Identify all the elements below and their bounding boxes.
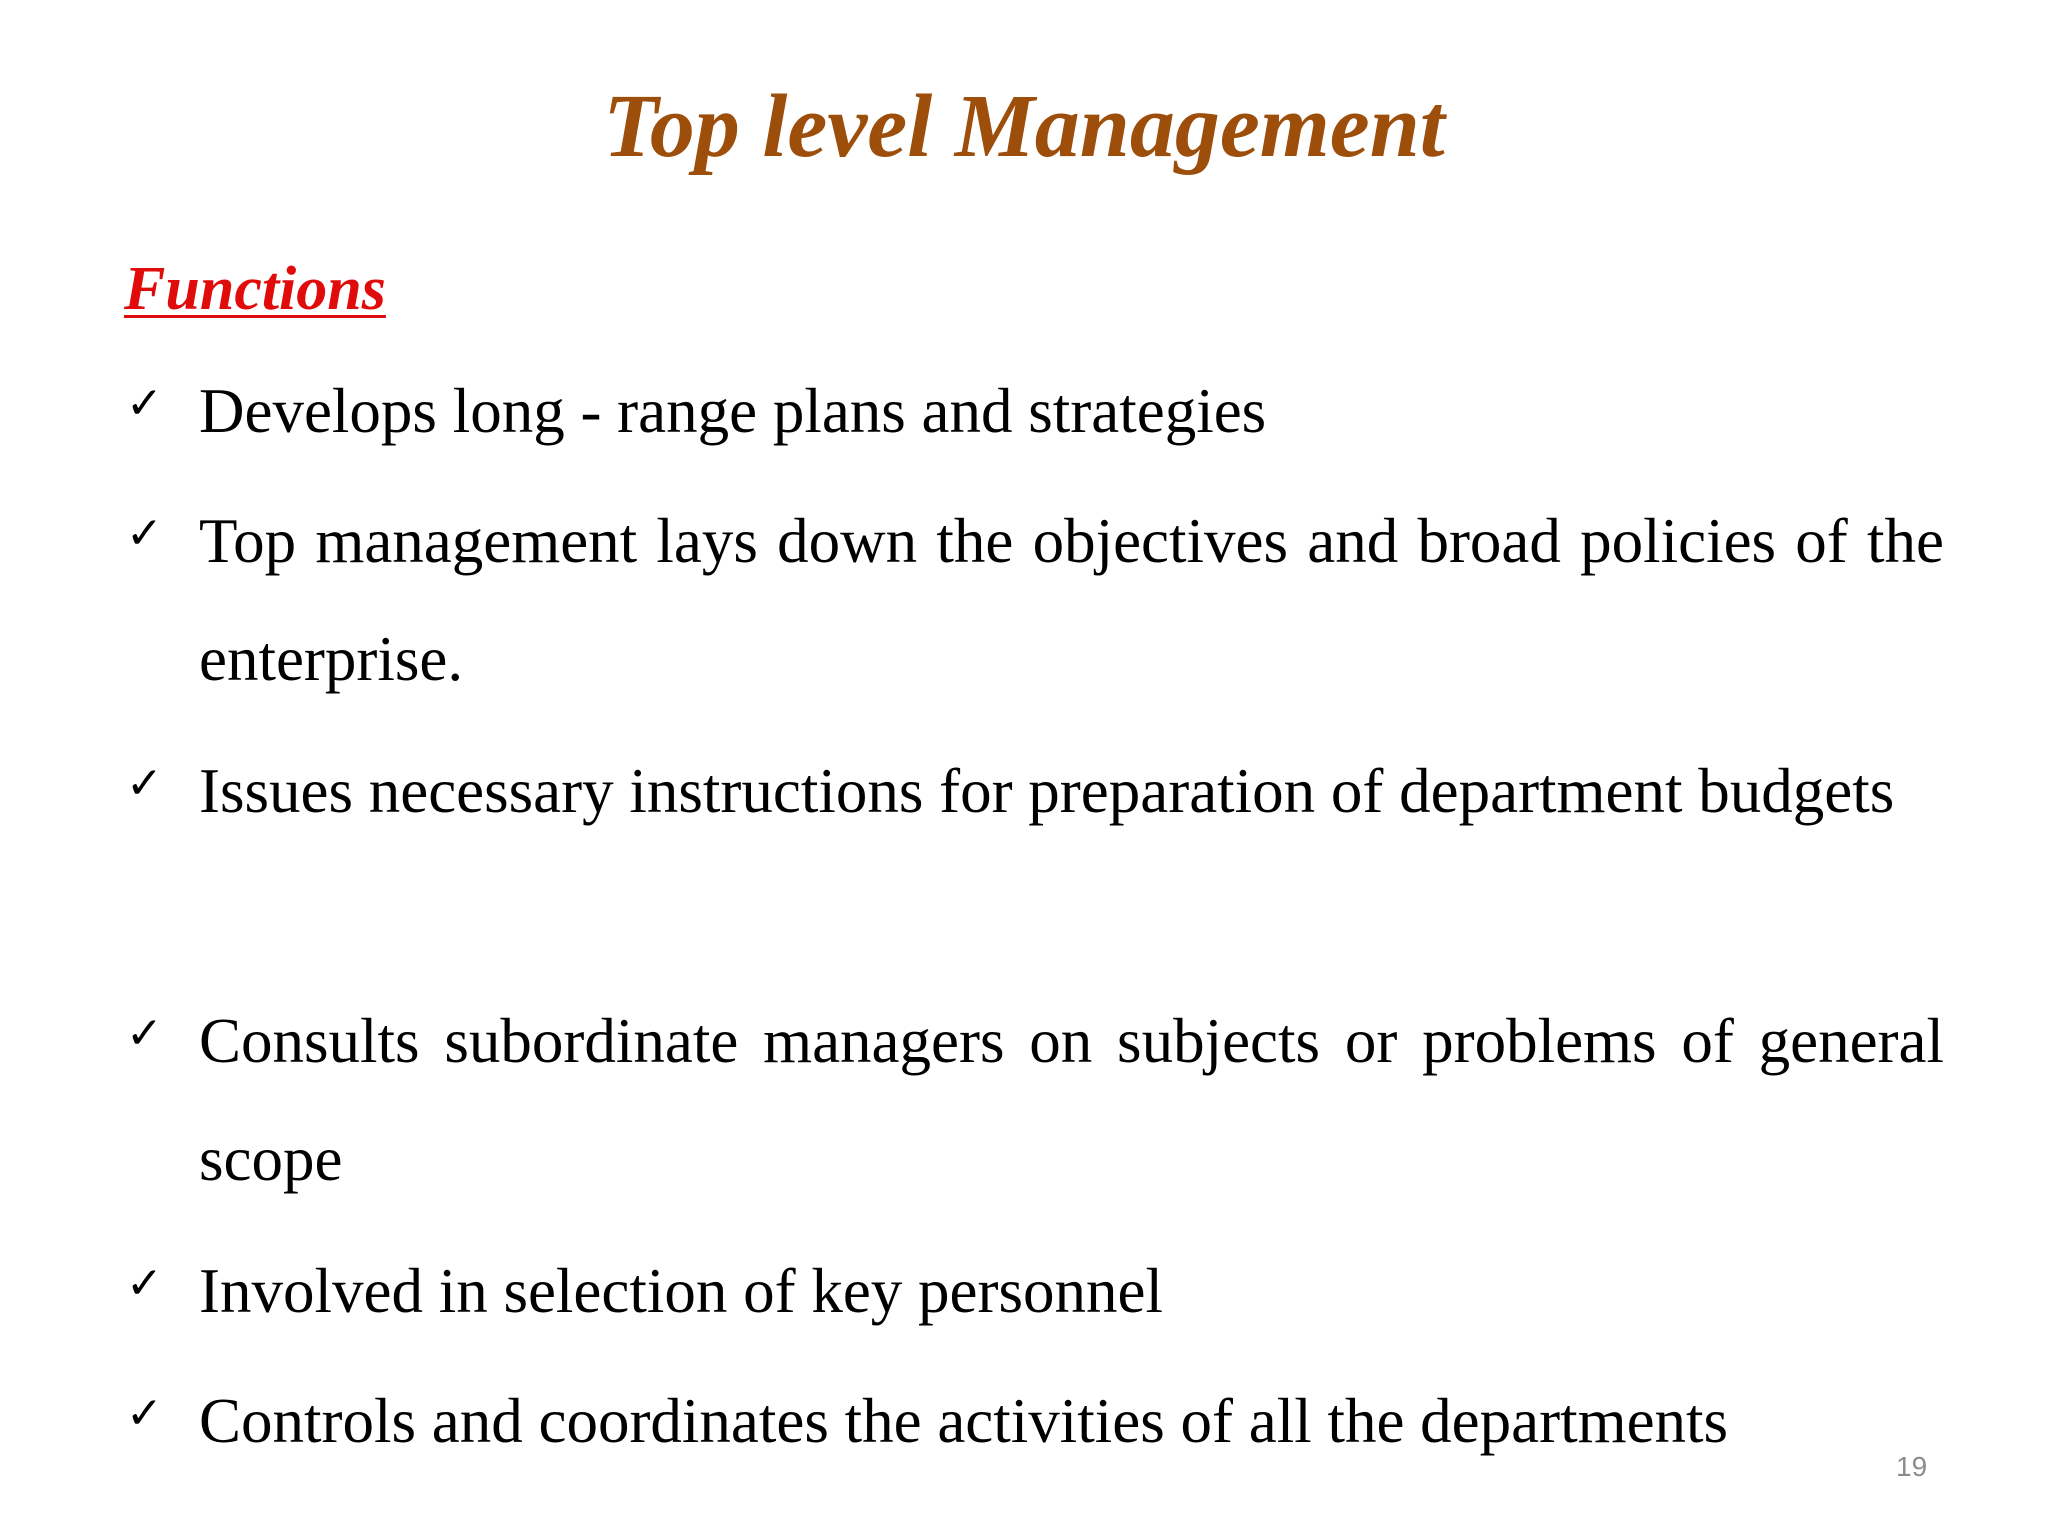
check-icon: ✓ [126, 378, 163, 429]
check-icon: ✓ [126, 1008, 163, 1059]
functions-heading: Functions [124, 255, 386, 323]
check-icon: ✓ [126, 508, 163, 559]
list-item-text: Top management lays down the objectives and broad policies of the enterprise. [199, 506, 1944, 694]
list-item-text: Develops long - range plans and strategies [199, 376, 1267, 446]
check-icon: ✓ [126, 1388, 163, 1439]
page-number: 19 [1896, 1451, 1928, 1482]
list-item-text: Involved in selection of key personnel [199, 1256, 1163, 1326]
check-icon: ✓ [126, 1258, 163, 1309]
check-icon: ✓ [126, 758, 163, 809]
list-item-text: Issues necessary instructions for preparation of department budgets [199, 756, 1895, 826]
slide-title: Top level Management [603, 77, 1445, 176]
list-item-text: Consults subordinate managers on subjects or problems of general scope [199, 1006, 1944, 1194]
list-item-text: Controls and coordinates the activities of all the departments [199, 1386, 1729, 1456]
